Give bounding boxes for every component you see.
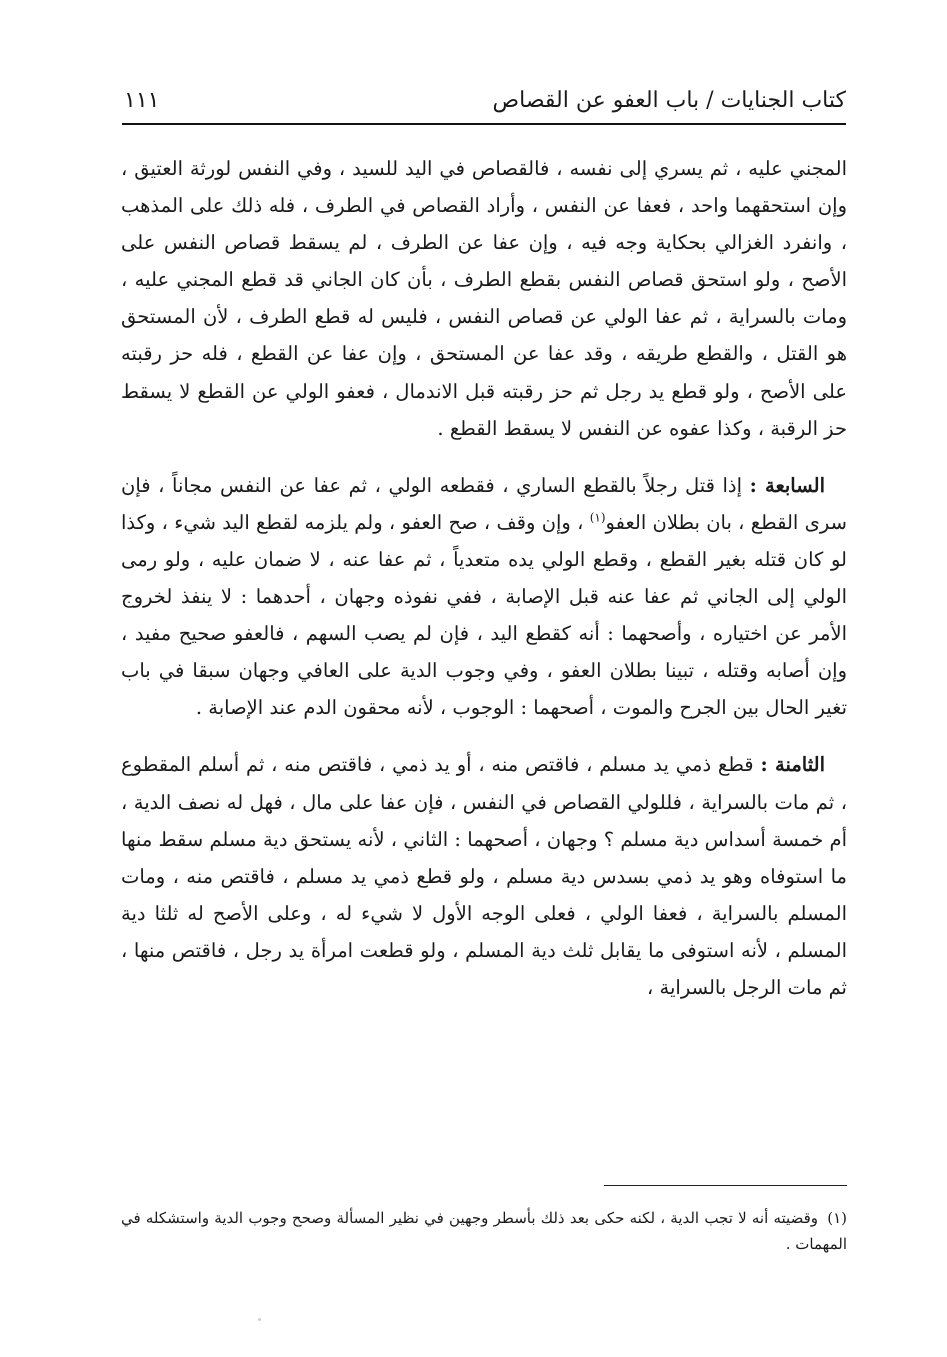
paragraph-heading: السابعة : [749, 473, 825, 497]
paragraph-text: قطع ذمي يد مسلم ، فاقتص منه ، أو يد ذمي ، فاقتص منه ، ثم أسلم المقطوع ، ثم مات بالسراية ، فللولي القصاص في النفس ، فإن عفا على مال ، فهل له نصف الدية ، أم خمسة أسداس دية مسلم ؟ وجهان ، أصحهما : الثاني ، لأنه يستحق دية مسلم سقط منها ما استوفاه وهو يد ذمي بسدس دية مسلم ، ولو قطع ذمي يد مسلم ، فاقتص منه ، ومات المسلم بالسراية ، فعفا الولي ، فعلى الوجه الأول لا شيء له ، وعلى الأصح له ثلثا دية المسلم ، لأنه استوفى ما يقابل ثلث دية المسلم ، ولو قطعت امرأة يد رجل ، فاقتص منها ، ثم مات الرجل بالسراية ، [121, 753, 847, 999]
scan-speck [258, 1318, 261, 1321]
paragraph-text: إذا قتل رجلاً بالقطع الساري ، فقطعه الولي ، ثم عفا عن النفس مجاناً ، فإن سرى القطع ، بان بطلان العفو [121, 473, 847, 534]
footnote-reference[interactable]: (١) [589, 510, 606, 525]
page-number: ١١١ [124, 88, 160, 113]
paragraph-continuation [121, 150, 847, 447]
body-text [121, 150, 847, 1026]
paragraph-eighth [121, 746, 847, 1006]
paragraph-heading: الثامنة : [760, 753, 825, 777]
footnote-mark: (١) [827, 1209, 847, 1227]
running-title: كتاب الجنايات / باب العفو عن القصاص [492, 88, 846, 113]
paragraph-text: المجني عليه ، ثم يسري إلى نفسه ، فالقصاص في اليد للسيد ، وفي النفس لورثة العتيق ، وإن استحقهما واحد ، فعفا عن النفس ، وأراد القصاص في الطرف ، فله ذلك على المذهب ، وانفرد الغزالي بحكاية وجه فيه ، وإن عفا عن الطرف ، لم يسقط قصاص النفس على الأصح ، ولو استحق قصاص النفس بقطع الطرف ، بأن كان الجاني قد قطع المجني عليه ، ومات بالسراية ، ثم عفا الولي عن قصاص النفس ، فليس له قطع الطرف ، لأن المستحق هو القتل ، والقطع طريقه ، وقد عفا عن المستحق ، وإن عفا عن القطع ، فله حز رقبته على الأصح ، ولو قطع يد رجل ثم حز رقبته قبل الاندمال ، فعفو الولي عن القطع لا يسقط حز الرقبة ، وكذا عفوه عن النفس لا يسقط القطع . [121, 157, 847, 440]
paragraph-seventh [121, 467, 847, 727]
running-header [122, 84, 846, 118]
footnote-text: وقضيته أنه لا تجب الدية ، لكنه حكى بعد ذلك بأسطر وجهين في نظير المسألة وصحح وجوب الدية واستشكله في المهمات . [121, 1209, 847, 1253]
paragraph-text: ، وإن وقف ، صح العفو ، ولم يلزمه لقطع اليد شيء ، وكذا لو كان قتله بغير القطع ، وقطع الولي يده متعدياً ، ثم عفا عنه ، لا ضمان عليه ، ولو رمى الولي إلى الجاني ثم عفا عنه قبل الإصابة ، ففي نفوذه وجهان ، أحدهما : لا ينفذ لخروج الأمر عن اختياره ، وأصحهما : أنه كقطع اليد ، فإن لم يصب السهم ، فالعفو صحيح مفيد ، وإن أصابه وقتله ، تبينا بطلان العفو ، وفي وجوب الدية على العافي وجهان سبقا في باب تغير الحال بين الجرح والموت ، أصحهما : الوجوب ، لأنه محقون الدم عند الإصابة . [121, 510, 847, 720]
footnote-rule [604, 1185, 847, 1186]
footnote [121, 1205, 847, 1257]
header-rule [122, 123, 846, 125]
